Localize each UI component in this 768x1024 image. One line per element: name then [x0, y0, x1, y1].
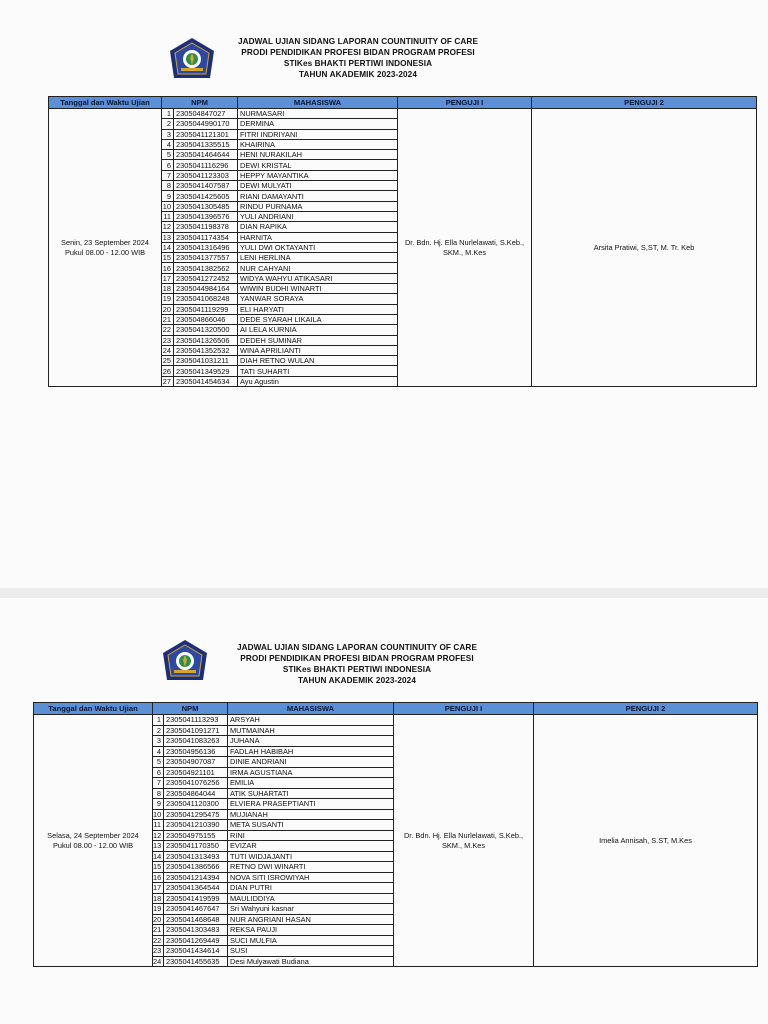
row-number: 4: [162, 139, 174, 149]
student-name: MAULIDDIYA: [228, 893, 394, 904]
student-npm: 2305041425605: [174, 191, 238, 201]
student-name: YANWAR SORAYA: [238, 294, 398, 304]
student-name: DIAH RETNO WULAN: [238, 356, 398, 366]
student-npm: 2305041364544: [164, 883, 228, 894]
row-number: 17: [153, 883, 164, 894]
row-number: 14: [162, 242, 174, 252]
student-name: IRMA AGUSTIANA: [228, 767, 394, 778]
student-name: DEDE SYARAH LIKAILA: [238, 314, 398, 324]
exam-date-cell: [49, 109, 162, 387]
row-number: 7: [153, 778, 164, 789]
institution-logo-icon: [167, 36, 217, 86]
student-npm: 2305041113293: [164, 715, 228, 726]
student-npm: 2305041091271: [164, 725, 228, 736]
row-number: 6: [162, 160, 174, 170]
schedule-page-2: [0, 598, 768, 1024]
examiner-1-name: Dr. Bdn. Hj. Ella Nurlelawati, S.Keb.,: [404, 237, 525, 247]
student-name: LENI HERLINA: [238, 253, 398, 263]
exam-time: Pukul 08.00 - 12.00 WIB: [52, 840, 134, 850]
student-npm: 230504866046: [174, 314, 238, 324]
student-name: DINIE ANDRIANI: [228, 757, 394, 768]
student-npm: 2305044990170: [174, 119, 238, 129]
row-number: 18: [162, 284, 174, 294]
row-number: 17: [162, 273, 174, 283]
student-npm: 2305041454634: [174, 376, 238, 386]
exam-schedule-table: [33, 702, 758, 967]
header-examiner-1: PENGUJI I: [398, 97, 532, 109]
examiner-2-name: Arsita Pratiwi, S,ST, M. Tr. Keb: [593, 242, 695, 252]
student-npm: 2305041295475: [164, 809, 228, 820]
student-npm: 230504921101: [164, 767, 228, 778]
student-name: NUR ANGRIANI HASAN: [228, 914, 394, 925]
student-npm: 230504907087: [164, 757, 228, 768]
student-npm: 2305041174354: [174, 232, 238, 242]
student-name: Ayu Agustin: [238, 376, 398, 386]
student-name: ATIK SUHARTATI: [228, 788, 394, 799]
row-number: 5: [162, 150, 174, 160]
row-number: 1: [162, 109, 174, 119]
row-number: 3: [162, 129, 174, 139]
student-npm: 230504956136: [164, 746, 228, 757]
student-npm: 2305041210390: [164, 820, 228, 831]
student-name: FITRI INDRIYANI: [238, 129, 398, 139]
student-npm: 2305041455635: [164, 956, 228, 967]
student-name: YULI ANDRIANI: [238, 211, 398, 221]
header-examiner-1: PENGUJI I: [394, 703, 534, 715]
student-name: ELI HARYATI: [238, 304, 398, 314]
student-name: DERMINA: [238, 119, 398, 129]
student-npm: 2305041468648: [164, 914, 228, 925]
student-name: TATI SUHARTI: [238, 366, 398, 376]
student-npm: 2305041303483: [164, 925, 228, 936]
row-number: 19: [162, 294, 174, 304]
examiner-2-cell: [532, 109, 757, 387]
row-number: 27: [162, 376, 174, 386]
student-name: SUSI: [228, 946, 394, 957]
student-name: MUJIANAH: [228, 809, 394, 820]
header-examiner-2: PENGUJI 2: [532, 97, 757, 109]
row-number: 2: [153, 725, 164, 736]
student-npm: 2305041269449: [164, 935, 228, 946]
student-npm: 2305041326506: [174, 335, 238, 345]
examiner-1-degree: SKM., M.Kes: [442, 247, 487, 257]
student-name: FADLAH HABIBAH: [228, 746, 394, 757]
student-npm: 2305041214394: [164, 872, 228, 883]
student-npm: 2305041464644: [174, 150, 238, 160]
document-title: [212, 642, 502, 686]
row-number: 9: [162, 191, 174, 201]
student-npm: 2305041083263: [164, 736, 228, 747]
student-name: NURMASARI: [238, 109, 398, 119]
exam-date: Senin, 23 September 2024: [61, 237, 149, 247]
student-npm: 2305041335515: [174, 139, 238, 149]
student-npm: 2305041467647: [164, 904, 228, 915]
row-number: 20: [153, 914, 164, 925]
student-name: Desi Mulyawati Budiana: [228, 956, 394, 967]
student-npm: 2305041120300: [164, 799, 228, 810]
examiner-1-cell: [394, 715, 534, 967]
student-npm: 2305041316496: [174, 242, 238, 252]
student-npm: 230504975155: [164, 830, 228, 841]
row-number: 11: [162, 211, 174, 221]
row-number: 12: [153, 830, 164, 841]
student-name: EMILIA: [228, 778, 394, 789]
student-npm: 2305041349529: [174, 366, 238, 376]
student-npm: 2305041076256: [164, 778, 228, 789]
student-npm: 2305041031211: [174, 356, 238, 366]
student-name: RINI: [228, 830, 394, 841]
student-name: WINA APRILIANTI: [238, 345, 398, 355]
title-line: PRODI PENDIDIKAN PROFESI BIDAN PROGRAM PROFESI: [240, 654, 474, 663]
title-line: STIKes BHAKTI PERTIWI INDONESIA: [283, 59, 433, 68]
exam-date-cell: [34, 715, 153, 967]
title-line: TAHUN AKADEMIK 2023-2024: [298, 676, 416, 685]
title-line: JADWAL UJIAN SIDANG LAPORAN COUNTINUITY OF CARE: [237, 37, 479, 46]
row-number: 9: [153, 799, 164, 810]
row-number: 11: [153, 820, 164, 831]
student-npm: 2305041313493: [164, 851, 228, 862]
student-name: ELVIERA PRASEPTIANTI: [228, 799, 394, 810]
row-number: 26: [162, 366, 174, 376]
student-name: YULI DWI OKTAYANTI: [238, 242, 398, 252]
student-npm: 2305041382562: [174, 263, 238, 273]
student-name: JUHANA: [228, 736, 394, 747]
student-name: HARNITA: [238, 232, 398, 242]
row-number: 16: [162, 263, 174, 273]
student-npm: 2305041123303: [174, 170, 238, 180]
row-number: 2: [162, 119, 174, 129]
exam-date: Selasa, 24 September 2024: [47, 830, 139, 840]
row-number: 20: [162, 304, 174, 314]
row-number: 24: [162, 345, 174, 355]
student-name: NOVA SITI ISROWIYAH: [228, 872, 394, 883]
student-npm: 2305041121301: [174, 129, 238, 139]
header-student: MAHASISWA: [238, 97, 398, 109]
header-student: MAHASISWA: [228, 703, 394, 715]
student-npm: 2305041119299: [174, 304, 238, 314]
row-number: 19: [153, 904, 164, 915]
institution-logo-icon: [160, 638, 210, 688]
row-number: 22: [153, 935, 164, 946]
title-line: TAHUN AKADEMIK 2023-2024: [299, 70, 417, 79]
student-npm: 2305041386566: [164, 862, 228, 873]
row-number: 14: [153, 851, 164, 862]
row-number: 6: [153, 767, 164, 778]
student-npm: 2305041198378: [174, 222, 238, 232]
examiner-2-name: Imelia Annisah, S.ST, M.Kes: [599, 835, 692, 845]
student-npm: 2305041352532: [174, 345, 238, 355]
student-name: DEWI KRISTAL: [238, 160, 398, 170]
student-npm: 2305041068248: [174, 294, 238, 304]
header-npm: NPM: [162, 97, 238, 109]
student-name: KHAIRINA: [238, 139, 398, 149]
student-name: WIWIN BUDHI WINARTI: [238, 284, 398, 294]
student-name: RETNO DWI WINARTI: [228, 862, 394, 873]
row-number: 22: [162, 325, 174, 335]
student-npm: 2305041434614: [164, 946, 228, 957]
student-name: EVIZAR: [228, 841, 394, 852]
row-number: 8: [153, 788, 164, 799]
exam-schedule-table: [48, 96, 757, 387]
row-number: 13: [162, 232, 174, 242]
row-number: 8: [162, 181, 174, 191]
header-date-time: Tanggal dan Waktu Ujian: [34, 703, 153, 715]
header-examiner-2: PENGUJI 2: [534, 703, 758, 715]
student-npm: 2305041377557: [174, 253, 238, 263]
row-number: 3: [153, 736, 164, 747]
row-number: 1: [153, 715, 164, 726]
student-npm: 2305041170350: [164, 841, 228, 852]
row-number: 23: [162, 335, 174, 345]
student-name: SUCI MULFIA: [228, 935, 394, 946]
student-npm: 2305041419599: [164, 893, 228, 904]
row-number: 16: [153, 872, 164, 883]
student-name: DEDEH SUMINAR: [238, 335, 398, 345]
examiner-1-cell: [398, 109, 532, 387]
student-name: META SUSANTI: [228, 820, 394, 831]
row-number: 5: [153, 757, 164, 768]
student-npm: 2305041272452: [174, 273, 238, 283]
row-number: 25: [162, 356, 174, 366]
row-number: 15: [153, 862, 164, 873]
student-npm: 2305041320500: [174, 325, 238, 335]
title-line: STIKes BHAKTI PERTIWI INDONESIA: [282, 665, 432, 674]
row-number: 23: [153, 946, 164, 957]
student-name: DIAN RAPIKA: [238, 222, 398, 232]
document-title: [218, 36, 498, 80]
title-line: PRODI PENDIDIKAN PROFESI BIDAN PROGRAM PROFESI: [241, 48, 475, 57]
row-number: 18: [153, 893, 164, 904]
page-separator: [0, 588, 768, 598]
row-number: 21: [153, 925, 164, 936]
student-npm: 230504864044: [164, 788, 228, 799]
student-name: DIAN PUTRI: [228, 883, 394, 894]
student-name: NUR CAHYANI: [238, 263, 398, 273]
row-number: 24: [153, 956, 164, 967]
row-number: 12: [162, 222, 174, 232]
student-name: HENI NURAKILAH: [238, 150, 398, 160]
student-name: REKSA PAUJI: [228, 925, 394, 936]
row-number: 10: [162, 201, 174, 211]
title-line: JADWAL UJIAN SIDANG LAPORAN COUNTINUITY OF CARE: [236, 643, 478, 652]
student-npm: 2305041407587: [174, 181, 238, 191]
student-name: WIDYA WAHYU ATIKASARI: [238, 273, 398, 283]
row-number: 21: [162, 314, 174, 324]
header-npm: NPM: [153, 703, 228, 715]
student-name: RIANI DAMAYANTI: [238, 191, 398, 201]
row-number: 15: [162, 253, 174, 263]
student-name: MUTMAINAH: [228, 725, 394, 736]
student-name: TUTI WIDJAJANTI: [228, 851, 394, 862]
row-number: 4: [153, 746, 164, 757]
student-npm: 2305041116296: [174, 160, 238, 170]
row-number: 10: [153, 809, 164, 820]
student-name: HEPPY MAYANTIKA: [238, 170, 398, 180]
student-name: RINDU PURNAMA: [238, 201, 398, 211]
exam-time: Pukul 08.00 - 12.00 WIB: [64, 247, 146, 257]
student-name: AI LELA KURNIA: [238, 325, 398, 335]
row-number: 13: [153, 841, 164, 852]
student-name: ARSYAH: [228, 715, 394, 726]
student-npm: 2305041396576: [174, 211, 238, 221]
examiner-2-cell: [534, 715, 758, 967]
examiner-1-degree: SKM., M.Kes: [441, 840, 486, 850]
examiner-1-name: Dr. Bdn. Hj. Ella Nurlelawati, S.Keb.,: [403, 830, 524, 840]
header-date-time: Tanggal dan Waktu Ujian: [49, 97, 162, 109]
student-npm: 230504847027: [174, 109, 238, 119]
student-npm: 2305044984164: [174, 284, 238, 294]
student-npm: 2305041305485: [174, 201, 238, 211]
row-number: 7: [162, 170, 174, 180]
student-name: Sri Wahyuni kasnar: [228, 904, 394, 915]
student-name: DEWI MULYATI: [238, 181, 398, 191]
